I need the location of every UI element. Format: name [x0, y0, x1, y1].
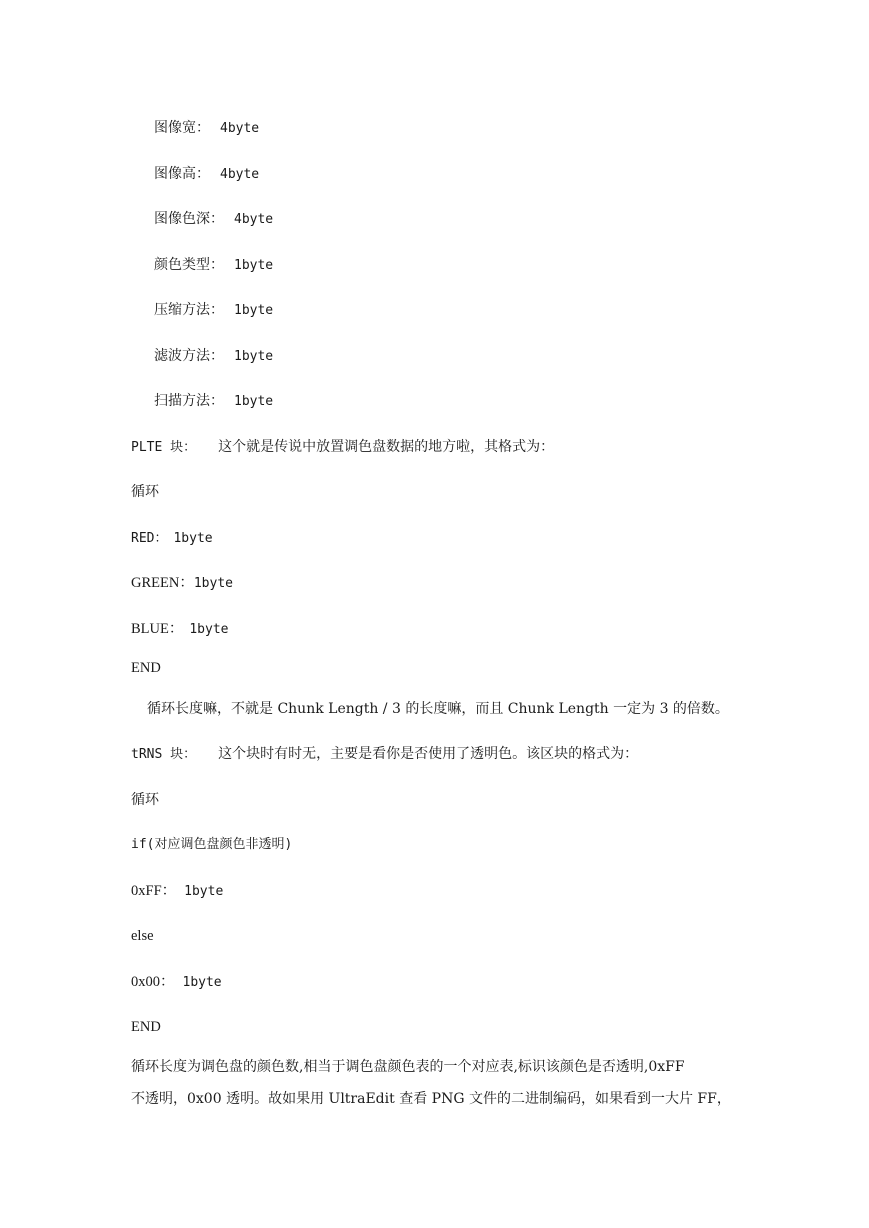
field-value: 1byte [234, 394, 274, 409]
plte-green-value: 1byte [193, 576, 233, 591]
field-value: 1byte [234, 303, 274, 318]
field-value: 4byte [234, 212, 274, 227]
field-label: 图像色深： [154, 211, 224, 227]
plte-end: END [131, 660, 161, 676]
field-value: 4byte [220, 121, 260, 136]
trns-heading: tRNS 块： [131, 747, 197, 762]
plte-heading-line [131, 438, 554, 457]
trns-zero-value: 1byte [182, 975, 222, 990]
trns-end: END [131, 1019, 161, 1035]
field-value: 1byte [234, 349, 274, 364]
plte-blue-line [131, 620, 229, 639]
plte-heading: PLTE 块： [131, 440, 197, 455]
ihdr-field-color-type [154, 256, 273, 275]
trns-ff-label: 0xFF： [131, 883, 177, 899]
field-label: 图像宽： [154, 120, 210, 136]
trns-note-line-2: 不透明，0x00 透明。故如果用 UltraEdit 查看 PNG 文件的二进制编码，如果看到一大片 FF， [131, 1091, 731, 1107]
plte-red-label: RED： [131, 531, 168, 546]
plte-blue-value: 1byte [189, 622, 229, 637]
trns-description: 这个块时有时无，主要是看你是否使用了透明色。该区块的格式为： [218, 746, 639, 762]
ihdr-field-bit-depth [154, 210, 273, 229]
ihdr-field-compression [154, 301, 273, 320]
trns-if-line: if(对应调色盘颜色非透明) [131, 837, 293, 852]
field-value: 1byte [234, 258, 274, 273]
plte-red-line [131, 529, 213, 548]
field-label: 颜色类型： [154, 257, 224, 273]
field-label: 扫描方法： [154, 393, 224, 409]
plte-blue-label: BLUE： [131, 621, 184, 637]
trns-ff-value: 1byte [184, 884, 224, 899]
plte-description: 这个就是传说中放置调色盘数据的地方啦，其格式为： [218, 439, 555, 455]
field-label: 图像高： [154, 166, 210, 182]
plte-green-line [131, 574, 233, 593]
trns-zero-line [131, 973, 222, 992]
trns-zero-label: 0x00： [131, 974, 175, 990]
trns-else: else [131, 928, 154, 944]
ihdr-field-width [154, 119, 259, 138]
trns-note-line-1: 循环长度为调色盘的颜色数,相当于调色盘颜色表的一个对应表,标识该颜色是否透明,0xFF [131, 1059, 685, 1075]
trns-ff-line [131, 882, 223, 901]
field-label: 滤波方法： [154, 348, 224, 364]
field-value: 4byte [220, 167, 260, 182]
ihdr-field-height [154, 165, 259, 184]
plte-red-value: 1byte [173, 531, 213, 546]
plte-note: 循环长度嘛，不就是 Chunk Length / 3 的长度嘛，而且 Chunk Length 一定为 3 的倍数。 [147, 701, 729, 717]
ihdr-field-interlace [154, 392, 273, 411]
trns-loop: 循环 [131, 792, 159, 808]
field-label: 压缩方法： [154, 302, 224, 318]
ihdr-field-filter [154, 347, 273, 366]
trns-heading-line [131, 745, 638, 764]
plte-loop: 循环 [131, 484, 159, 500]
plte-green-label: GREEN： [131, 575, 194, 591]
